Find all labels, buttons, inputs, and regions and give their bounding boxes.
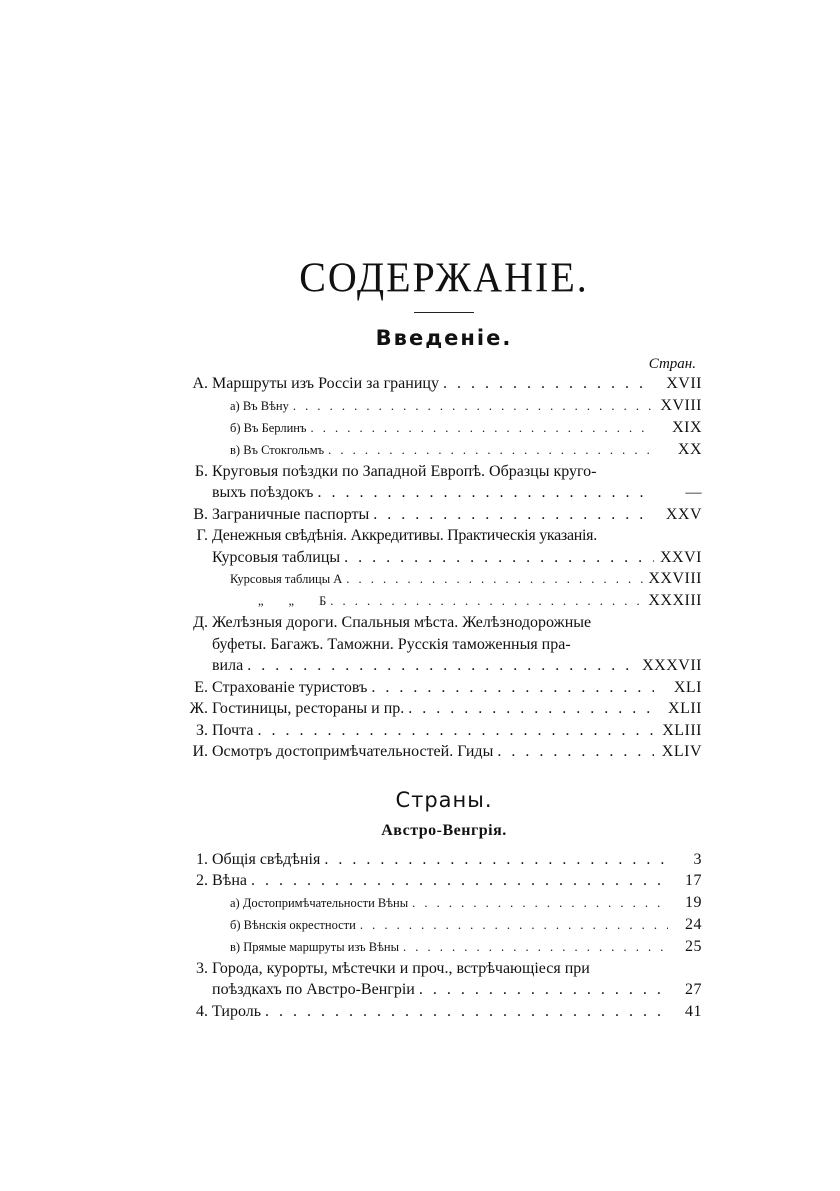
toc-subentry[interactable] xyxy=(186,568,702,590)
entry-mark: 3. xyxy=(196,959,208,977)
toc-entry[interactable] xyxy=(186,655,702,677)
entry-page: 41 xyxy=(685,1002,702,1020)
entry-page: 17 xyxy=(685,872,702,889)
leader-dots xyxy=(371,677,654,699)
entry-title-line1: Города, курорты, мѣстечки и проч., встрѣчающіеся при xyxy=(212,959,590,977)
toc-subentry[interactable] xyxy=(186,914,702,936)
toc-subentry[interactable] xyxy=(186,439,702,461)
toc-entry[interactable] xyxy=(186,373,702,395)
leader-dots xyxy=(257,720,654,742)
entry-page: XVIII xyxy=(660,396,702,414)
entry-title: в) Прямые маршруты изъ Вѣны xyxy=(230,939,399,954)
intro-toc xyxy=(186,373,702,763)
entry-title: Осмотръ достопримѣчательностей. Гиды xyxy=(212,743,494,760)
entry-page: XLI xyxy=(673,678,702,696)
entry-title: б) Вѣнскія окрестности xyxy=(230,917,356,932)
entry-title: выхъ поѣздокъ xyxy=(212,484,314,501)
entry-mark: З. xyxy=(195,721,208,739)
entry-page: XVII xyxy=(666,375,702,392)
toc-subentry[interactable] xyxy=(186,590,702,612)
toc-subentry[interactable] xyxy=(186,936,702,958)
entry-title: „ „ Б xyxy=(258,594,327,608)
leader-dots xyxy=(247,655,638,677)
entry-title: а) Достопримѣчательности Вѣны xyxy=(230,895,409,910)
leader-dots xyxy=(324,849,668,871)
entry-page: XX xyxy=(677,440,702,458)
entry-page: XXVIII xyxy=(648,570,702,587)
toc-entry[interactable] xyxy=(186,482,702,504)
toc-entry-line2[interactable] xyxy=(186,634,702,656)
leader-dots xyxy=(330,591,644,612)
entry-title: Общія свѣдѣнія xyxy=(212,850,321,868)
entry-mark: Б. xyxy=(194,462,208,480)
entry-page: XLIII xyxy=(662,721,702,739)
entry-title: Гостиницы, рестораны и пр. xyxy=(212,700,405,717)
toc-entry[interactable] xyxy=(186,720,702,742)
toc-entry[interactable] xyxy=(186,677,702,699)
toc-entry-line1[interactable] xyxy=(186,461,702,483)
toc-entry[interactable] xyxy=(186,698,702,720)
entry-page: XLIV xyxy=(661,743,702,760)
leader-dots xyxy=(344,547,654,569)
entry-mark: В. xyxy=(193,505,208,523)
entry-title: а) Въ Вѣну xyxy=(230,398,289,413)
entry-mark: 2. xyxy=(196,872,208,889)
entry-page: XXVI xyxy=(660,548,702,566)
entry-title: Маршруты изъ Россіи за границу xyxy=(212,375,439,392)
entry-mark: 4. xyxy=(196,1002,208,1020)
entry-title-line2: буфеты. Багажъ. Таможни. Русскія таможенныя пра- xyxy=(212,635,571,653)
entry-mark: 1. xyxy=(196,850,208,868)
entry-title: поѣздкахъ по Австро-Венгріи xyxy=(212,981,415,998)
intro-heading: Введеніе. xyxy=(375,326,513,350)
entry-title: б) Въ Берлинъ xyxy=(230,420,307,435)
entry-page: 25 xyxy=(685,937,702,955)
entry-page: — xyxy=(685,484,702,501)
entry-mark: Е. xyxy=(194,678,208,696)
entry-title-line1: Желѣзныя дороги. Спальныя мѣста. Желѣзнодорожные xyxy=(212,614,592,631)
leader-dots xyxy=(403,937,668,958)
leader-dots xyxy=(408,698,654,720)
countries-heading: Страны. xyxy=(395,787,493,812)
entry-page: XXXIII xyxy=(648,592,702,609)
entry-page: 3 xyxy=(693,850,702,868)
entry-page: XIX xyxy=(672,418,702,436)
entry-title: Курсовыя таблицы xyxy=(212,548,341,566)
entry-title: в) Въ Стокгольмъ xyxy=(230,442,325,457)
entry-mark: А. xyxy=(192,375,208,392)
leader-dots xyxy=(346,569,644,590)
entry-title: Тироль xyxy=(212,1002,262,1020)
entry-title: вила xyxy=(212,657,244,674)
page-title: СОДЕРЖАНІЕ. xyxy=(299,253,589,302)
leader-dots xyxy=(412,893,668,914)
entry-title-line1: Денежныя свѣдѣнія. Аккредитивы. Практическія указанія. xyxy=(212,527,597,544)
toc-subentry[interactable] xyxy=(186,395,702,417)
leader-dots xyxy=(443,373,654,395)
toc-entry[interactable] xyxy=(186,504,702,526)
entry-page: XXV xyxy=(665,505,702,523)
entry-title: Вѣна xyxy=(212,872,248,889)
toc-subentry[interactable] xyxy=(186,417,702,439)
toc-entry[interactable] xyxy=(186,547,702,569)
entry-title-line1: Круговыя поѣздки по Западной Европѣ. Образцы круго- xyxy=(212,462,597,480)
toc-subentry[interactable] xyxy=(186,892,702,914)
leader-dots xyxy=(360,915,668,936)
toc-entry-line1[interactable] xyxy=(186,958,702,980)
leader-dots xyxy=(419,979,668,1001)
toc-entry-line1[interactable] xyxy=(186,612,702,634)
entry-page: 27 xyxy=(685,981,702,998)
countries-toc xyxy=(186,849,702,1023)
entry-mark: И. xyxy=(192,743,208,760)
entry-mark: Г. xyxy=(196,527,208,544)
entry-title: Страхованіе туристовъ xyxy=(212,678,368,696)
entry-page: XXXVII xyxy=(642,657,702,674)
toc-entry-line1[interactable] xyxy=(186,525,702,547)
leader-dots xyxy=(293,396,654,417)
leader-dots xyxy=(317,482,654,504)
contents-page xyxy=(186,250,702,1022)
entry-title: Почта xyxy=(212,721,254,739)
toc-entry[interactable] xyxy=(186,849,702,871)
toc-entry[interactable] xyxy=(186,870,702,892)
austria-hungary-heading: Австро-Венгрія. xyxy=(381,821,507,839)
leader-dots xyxy=(265,1001,668,1023)
entry-page: 19 xyxy=(685,893,702,911)
leader-dots xyxy=(328,440,654,461)
entry-page: 24 xyxy=(685,915,702,933)
entry-title: Курсовыя таблицы А xyxy=(230,572,343,586)
entry-mark: Ж. xyxy=(189,700,208,717)
toc-entry[interactable] xyxy=(186,1001,702,1023)
toc-entry[interactable] xyxy=(186,979,702,1001)
leader-dots xyxy=(251,870,668,892)
entry-mark: Д. xyxy=(193,614,208,631)
title-rule xyxy=(414,312,474,313)
page-column-label: Стран. xyxy=(648,356,696,372)
entry-title: Заграничные паспорты xyxy=(212,505,370,523)
leader-dots xyxy=(373,504,654,526)
entry-page: XLII xyxy=(668,700,702,717)
toc-entry[interactable] xyxy=(186,741,702,763)
leader-dots xyxy=(497,741,654,763)
leader-dots xyxy=(310,418,654,439)
